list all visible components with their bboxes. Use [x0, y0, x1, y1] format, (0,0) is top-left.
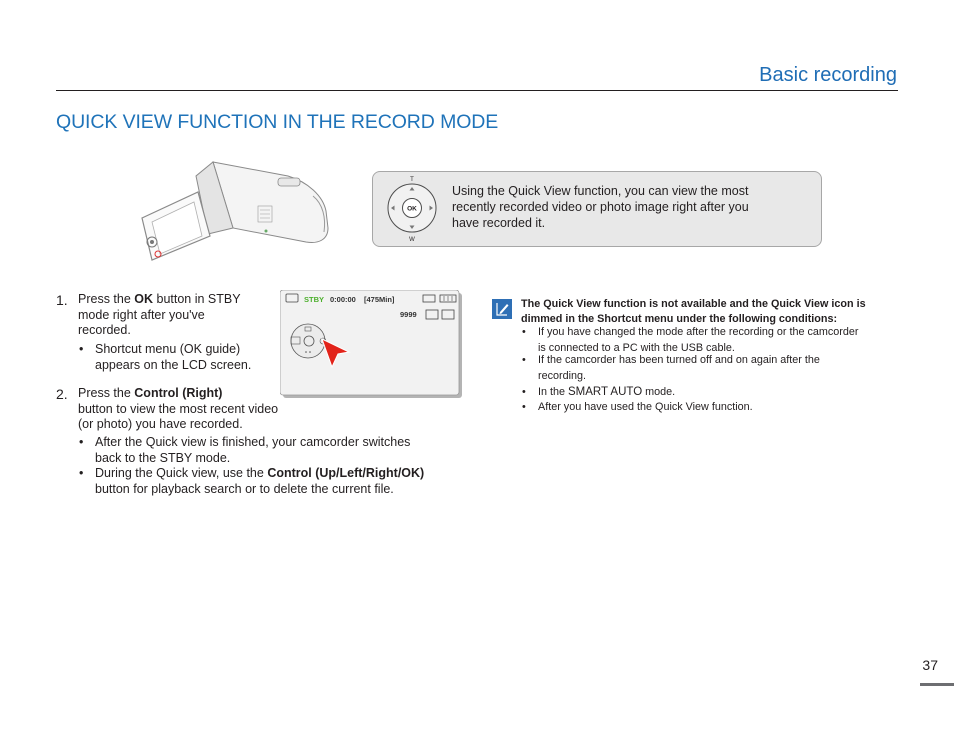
- header-rule: [56, 90, 898, 91]
- footer-bar: [920, 683, 954, 686]
- control-dial-icon: [384, 174, 440, 242]
- lcd-mode-text: STBY: [304, 295, 325, 304]
- step-2-bullet-2: • During the Quick view, use the Control (Up/Left/Right/OK) button for playback search or to delete the current file.: [79, 466, 425, 496]
- lcd-remaining-text: [475Min]: [364, 295, 395, 304]
- camcorder-illustration: [138, 156, 338, 266]
- note-bullet-2: • If the camcorder has been turned off and on again after the recording.: [522, 354, 820, 382]
- step-2-bullet-1: • After the Quick view is finished, your camcorder switches back to the STBY mode.: [79, 435, 411, 465]
- lcd-count-text: 9999: [400, 310, 417, 319]
- step-1-bullet: • Shortcut menu (OK guide) appears on the LCD screen.: [79, 342, 252, 372]
- page-number: 37: [922, 657, 938, 673]
- note-pencil-icon: [492, 299, 512, 319]
- step-2-text: Press the Control (Right) button to view the most recent video (or photo) you have recorded.: [78, 386, 279, 431]
- step-2-number: 2.: [56, 386, 68, 402]
- dial-center-label: OK: [407, 205, 417, 213]
- section-title: Basic recording: [759, 64, 897, 86]
- lcd-screen-illustration: [280, 290, 462, 398]
- note-bullet-3: • In the SMART AUTO mode.: [522, 386, 676, 398]
- note-bullet-4: • After you have used the Quick View function.: [522, 401, 753, 413]
- dial-bottom-label: W: [409, 237, 415, 242]
- info-text: Using the Quick View function, you can view the most recently recorded video or photo image right after you have recorded it.: [452, 184, 749, 230]
- note-bullet-1: • If you have changed the mode after the recording or the camcorder is connected to a PC with the USB cable.: [522, 326, 859, 354]
- lcd-time-text: 0:00:00: [330, 295, 356, 304]
- page-heading: QUICK VIEW FUNCTION IN THE RECORD MODE: [56, 111, 499, 133]
- dial-top-label: T: [410, 177, 414, 183]
- note-title: The Quick View function is not available and the Quick View icon is dimmed in the Shortcut menu under the following conditions:: [521, 298, 866, 325]
- step-1-number: 1.: [56, 292, 68, 308]
- step-1-text: Press the OK button in STBY mode right after you've recorded.: [78, 292, 241, 337]
